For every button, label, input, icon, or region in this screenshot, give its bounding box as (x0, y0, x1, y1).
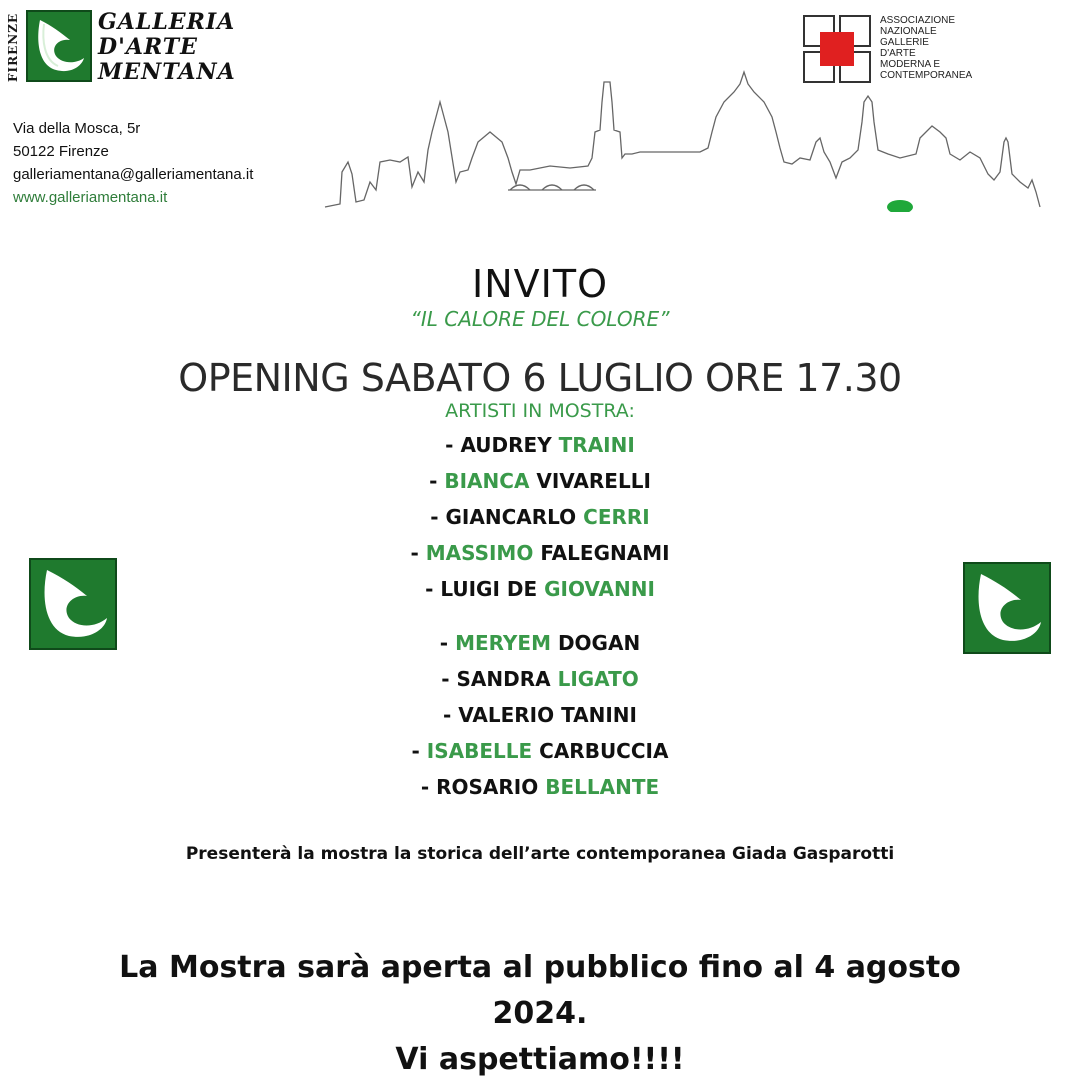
artist-last-name: VIVARELLI (536, 469, 651, 493)
artist-dash: - (430, 505, 446, 529)
artist-dash: - (441, 667, 457, 691)
florence-skyline-icon (320, 62, 1050, 212)
artist-dash: - (429, 469, 445, 493)
gallery-name-line3: MENTANA (98, 59, 236, 85)
artist-dash: - (425, 577, 441, 601)
closing-line: La Mostra sarà aperta al pubblico fino al 4 agosto (119, 950, 961, 985)
address-block (13, 117, 253, 209)
artist-last-name: CARBUCCIA (539, 739, 669, 763)
artist-first-name: MASSIMO (425, 541, 541, 565)
artist-row (0, 505, 1080, 529)
artist-dash: - (445, 433, 461, 457)
invitation-title: INVITO (472, 262, 608, 306)
artist-first-name: ROSARIO (436, 775, 546, 799)
artists-heading: ARTISTI IN MOSTRA: (445, 400, 635, 422)
artist-row (0, 541, 1080, 565)
gallery-name-line2: D'ARTE (98, 34, 198, 60)
artist-last-name: GIOVANNI (544, 577, 655, 601)
artist-first-name: SANDRA (456, 667, 558, 691)
gallery-name-line1: GALLERIA (98, 9, 236, 35)
artist-row (0, 775, 1080, 799)
association-line: CONTEMPORANEA (880, 70, 973, 81)
artist-last-name: DOGAN (557, 631, 641, 655)
artist-first-name: GIANCARLO (445, 505, 584, 529)
gallery-logo-icon (26, 10, 92, 82)
artist-last-name: FALEGNAMI (540, 541, 670, 565)
association-line: NAZIONALE (880, 26, 937, 37)
presenter-note: Presenterà la mostra la storica dell’arte contemporanea Giada Gasparotti (185, 844, 895, 864)
association-line: D'ARTE (880, 48, 916, 59)
artist-dash: - (411, 739, 427, 763)
closing-message (0, 945, 1080, 1083)
firenze-label: FIRENZE (6, 12, 20, 82)
association-line: GALLERIE (880, 37, 929, 48)
artist-first-name: VALERIO (458, 703, 562, 727)
artist-first-name: MERYEM (455, 631, 558, 655)
association-logo-icon (802, 14, 872, 84)
artist-row (0, 703, 1080, 727)
association-name (880, 15, 972, 81)
street-address: Via della Mosca, 5r (13, 120, 141, 137)
artist-row (0, 739, 1080, 763)
artist-last-name: TANINI (561, 703, 637, 727)
gallery-name (98, 10, 236, 85)
city-address: 50122 Firenze (13, 143, 109, 160)
artist-first-name: AUDREY (460, 433, 559, 457)
artist-last-name: CERRI (583, 505, 650, 529)
artist-first-name: BIANCA (444, 469, 537, 493)
artist-dash: - (410, 541, 426, 565)
artist-row (0, 577, 1080, 601)
gallery-logo-icon (29, 558, 117, 650)
artist-row (0, 667, 1080, 691)
website-link[interactable]: www.galleriamentana.it (13, 189, 168, 206)
association-line: MODERNA E (880, 59, 941, 70)
artist-last-name: BELLANTE (545, 775, 660, 799)
artist-first-name: ISABELLE (426, 739, 540, 763)
artist-dash: - (439, 631, 456, 655)
artist-row (0, 433, 1080, 457)
artist-row (0, 469, 1080, 493)
artist-first-name: LUIGI DE (440, 577, 545, 601)
artist-row (0, 631, 1080, 655)
artist-dash: - (442, 703, 459, 727)
artist-last-name: TRAINI (558, 433, 635, 457)
closing-line: 2024. (492, 996, 588, 1031)
email-link[interactable]: galleriamentana@galleriamentana.it (13, 166, 254, 183)
exhibition-title: “IL CALORE DEL COLORE” (410, 307, 670, 331)
opening-date: OPENING SABATO 6 LUGLIO ORE 17.30 (178, 356, 902, 400)
association-line: ASSOCIAZIONE (880, 15, 956, 26)
artist-last-name: LIGATO (557, 667, 639, 691)
closing-line: Vi aspettiamo!!!! (395, 1042, 685, 1077)
artist-dash: - (420, 775, 437, 799)
gallery-logo-icon (963, 562, 1051, 654)
